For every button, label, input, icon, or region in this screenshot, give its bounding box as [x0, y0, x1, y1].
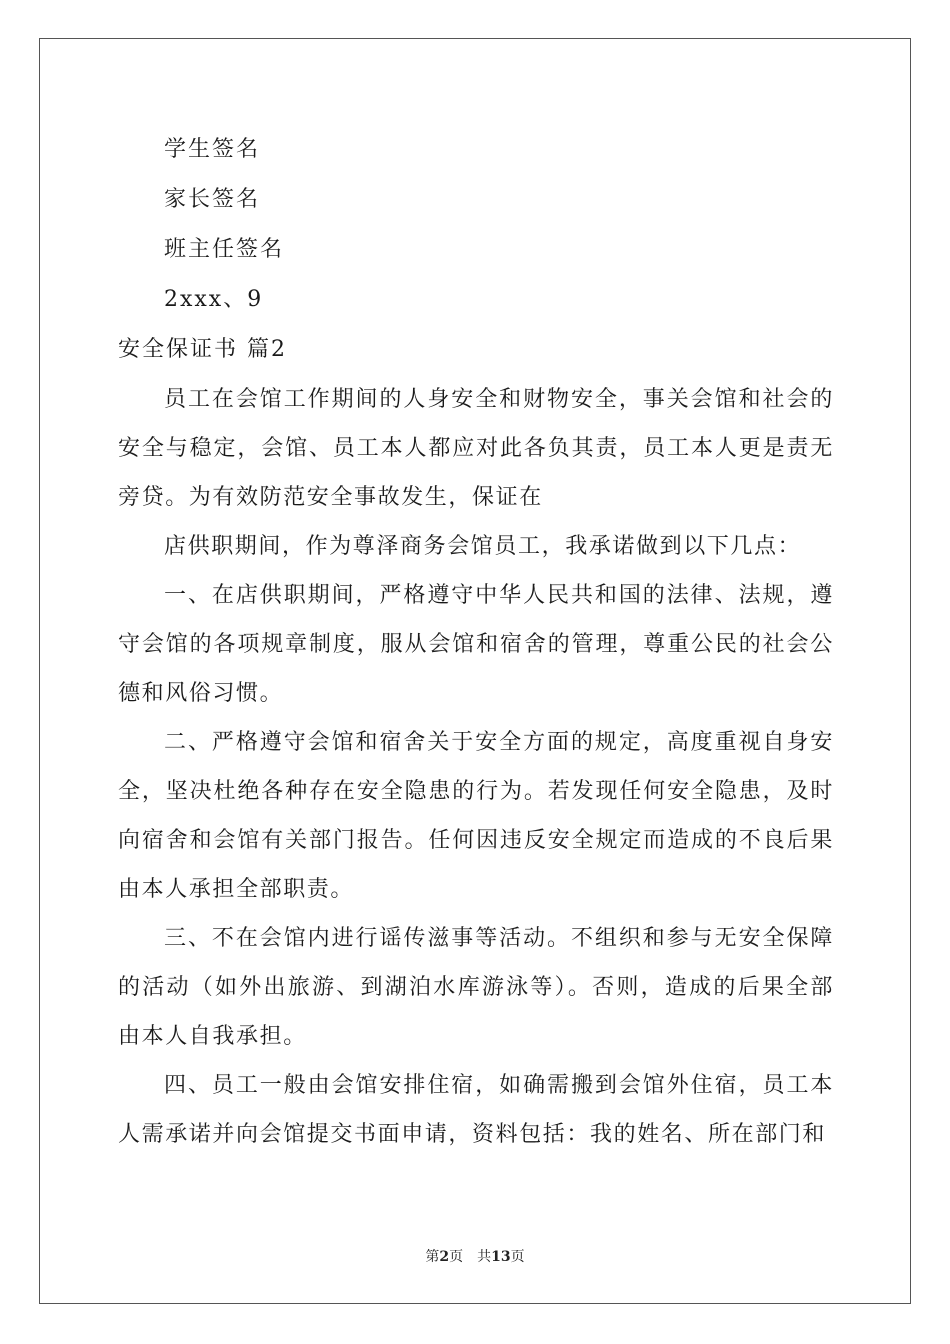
footer-page-number: 2	[439, 1249, 450, 1265]
paragraph-item-1: 一、在店供职期间，严格遵守中华人民共和国的法律、法规，遵守会馆的各项规章制度，服从会馆和宿舍的管理，尊重公民的社会公德和风俗习惯。	[118, 583, 834, 706]
footer-total-pages: 13	[491, 1249, 511, 1265]
footer-prefix: 第	[425, 1249, 440, 1265]
paragraph-intro: 员工在会馆工作期间的人身安全和财物安全，事关会馆和社会的安全与稳定，会馆、员工本人都应对此各负其责，员工本人更是责无旁贷。为有效防范安全事故发生，保证在	[118, 387, 834, 510]
teacher-signature-line: 班主任签名	[164, 237, 285, 262]
signature-date: 2xxx、9	[164, 287, 264, 312]
footer-middle: 页 共	[449, 1249, 492, 1265]
footer-suffix: 页	[510, 1249, 525, 1265]
paragraph-item-2: 二、严格遵守会馆和宿舍关于安全方面的规定，高度重视自身安全，坚决杜绝各种存在安全隐患的行为。若发现任何安全隐患，及时向宿舍和会馆有关部门报告。任何因违反安全规定而造成的不良后果由本人承担全部职责。	[118, 730, 834, 902]
paragraph-item-3: 三、不在会馆内进行谣传滋事等活动。不组织和参与无安全保障的活动（如外出旅游、到湖泊水库游泳等）。否则，造成的后果全部由本人自我承担。	[118, 926, 834, 1049]
section-title: 安全保证书 篇2	[118, 337, 287, 362]
paragraph-commitment: 店供职期间，作为尊泽商务会馆员工，我承诺做到以下几点：	[164, 534, 802, 559]
paragraph-item-4: 四、员工一般由会馆安排住宿，如确需搬到会馆外住宿，员工本人需承诺并向会馆提交书面申请，资料包括：我的姓名、所在部门和	[118, 1073, 834, 1147]
document-body	[118, 125, 834, 1159]
student-signature-line: 学生签名	[164, 137, 261, 162]
parent-signature-line: 家长签名	[164, 187, 261, 212]
page-footer	[0, 1246, 950, 1266]
